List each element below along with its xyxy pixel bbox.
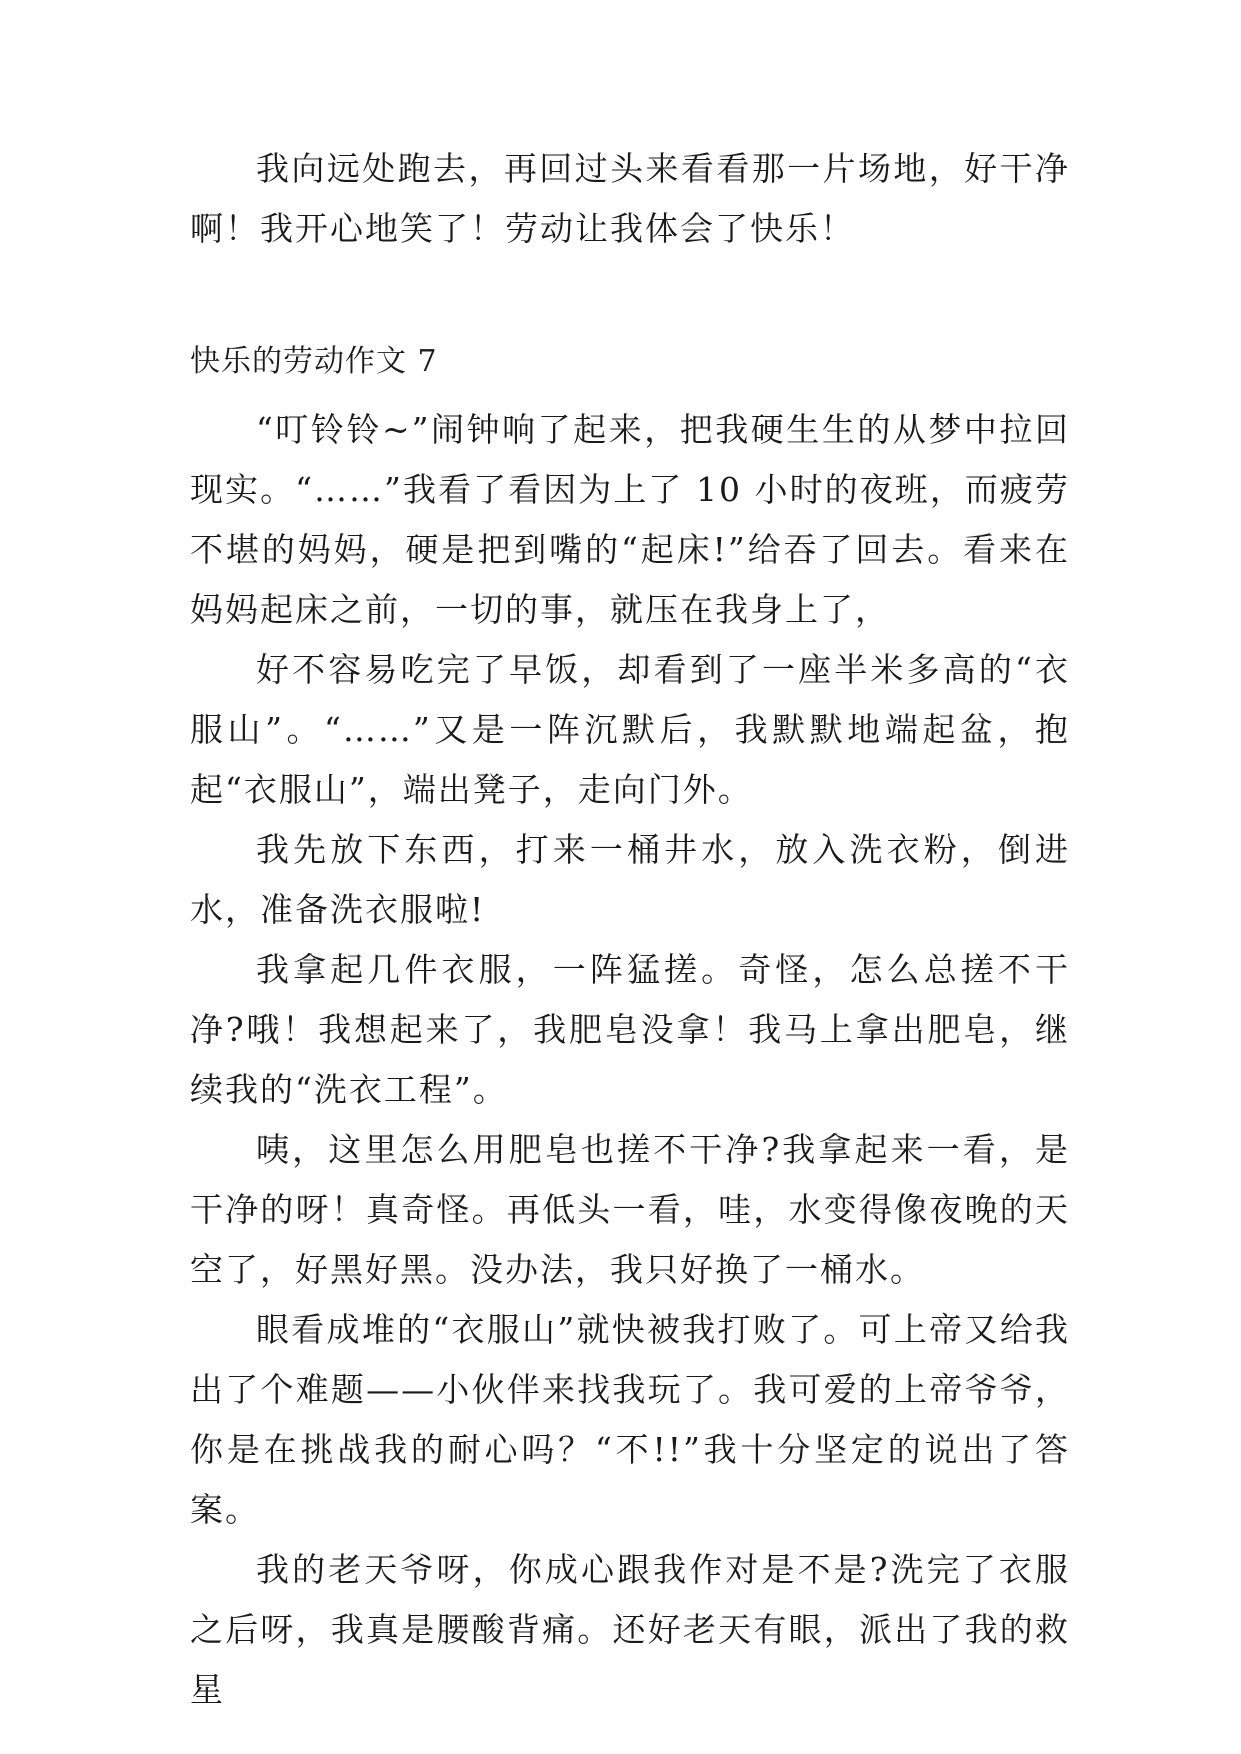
intro-paragraph: 我向远处跑去，再回过头来看看那一片场地，好干净啊！我开心地笑了！劳动让我体会了快乐！	[190, 149, 1070, 248]
body-paragraph: 我先放下东西，打来一桶井水，放入洗衣粉，倒进水，准备洗衣服啦!	[190, 830, 1070, 929]
body-paragraph: 咦，这里怎么用肥皂也搓不干净?我拿起来一看，是干净的呀！真奇怪。再低头一看，哇，水变得像夜晚的天空了，好黑好黑。没办法，我只好换了一桶水。	[190, 1130, 1070, 1289]
body-paragraph: 我拿起几件衣服，一阵猛搓。奇怪，怎么总搓不干净?哦！我想起来了，我肥皂没拿！我马上拿出肥皂，继续我的“洗衣工程”。	[190, 950, 1070, 1109]
body-paragraph: 我的老天爷呀，你成心跟我作对是不是?洗完了衣服之后呀，我真是腰酸背痛。还好老天有眼，派出了我的救星	[190, 1550, 1070, 1709]
essay-body	[190, 400, 1070, 1720]
essay-title: 快乐的劳动作文 7	[190, 344, 438, 379]
body-paragraph: 好不容易吃完了早饭，却看到了一座半米多高的“衣服山”。“……”又是一阵沉默后，我默默地端起盆，抱起“衣服山”，端出凳子，走向门外。	[190, 650, 1070, 809]
body-paragraph: 眼看成堆的“衣服山”就快被我打败了。可上帝又给我出了个难题——小伙伴来找我玩了。我可爱的上帝爷爷，你是在挑战我的耐心吗？“不!!”我十分坚定的说出了答案。	[190, 1310, 1070, 1529]
body-paragraph: “叮铃铃~”闹钟响了起来，把我硬生生的从梦中拉回现实。“……”我看了看因为上了 10 小时的夜班，而疲劳不堪的妈妈，硬是把到嘴的“起床!”给吞了回去。看来在妈妈起床之前，一切的事，就压在我身上了，	[190, 410, 1070, 629]
intro-section	[190, 139, 1070, 259]
